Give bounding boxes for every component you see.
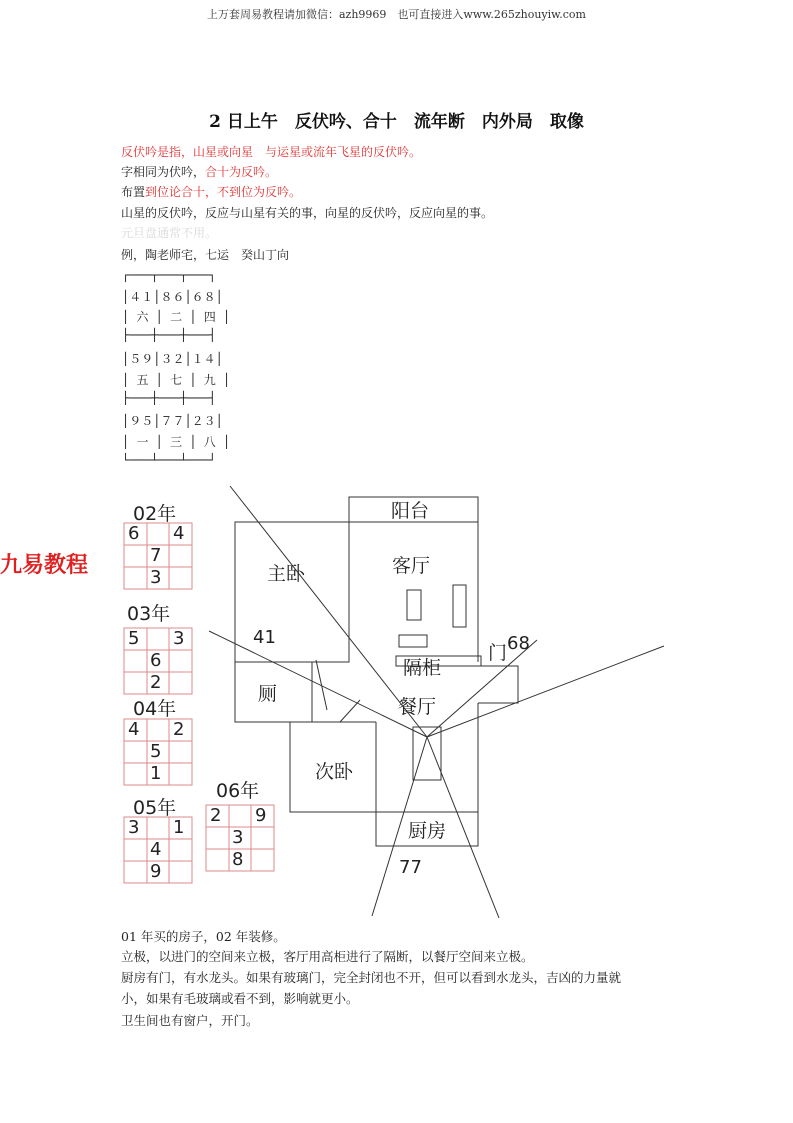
year-05-cell-tr: 1: [173, 817, 185, 838]
room-kitchen-label: 厨房: [408, 820, 447, 842]
year-05-cell-mid: 4: [150, 839, 162, 860]
star-41-label: 41: [253, 627, 276, 648]
year-04-cell-tr: 2: [173, 719, 185, 740]
chart-sep-2: ├───┼───┼───┤: [122, 391, 216, 405]
chart-row2-palace: │ 五 │ 七 │ 九 │: [122, 373, 231, 387]
year-03-cell-bot: 2: [150, 672, 162, 693]
note-line-5: 卫生间也有窗户，开门。: [121, 1013, 259, 1028]
chart-sep-1: ├───┼───┼───┤: [122, 328, 216, 342]
intro-line-6: 例，陶老师宅，七运 癸山丁向: [121, 248, 290, 262]
year-02-cell-tl: 6: [128, 523, 140, 544]
year-05-label: 05年: [133, 797, 177, 819]
partition-label: 隔柜: [403, 657, 442, 679]
year-06-cell-mid: 3: [232, 827, 244, 848]
chart-top-border: ┌───┬───┬───┐: [122, 268, 216, 282]
year-04-cell-mid: 5: [150, 741, 162, 762]
year-04-cell-bot: 1: [150, 763, 162, 784]
year-06-label: 06年: [216, 780, 260, 802]
year-03-label: 03年: [127, 603, 171, 625]
room-master-label: 主卧: [267, 563, 306, 585]
year-05-cell-tl: 3: [128, 817, 140, 838]
chart-bottom-border: └───┴───┴───┘: [122, 453, 216, 467]
intro-line-3-b: 到位论合十，不到位为反吟。: [145, 185, 302, 199]
intro-line-2-b: 合十为反吟。: [205, 165, 278, 179]
intro-line-1: 反伏吟是指，山星或向星 与运星或流年飞星的反伏吟。: [121, 145, 422, 159]
chart-row1-palace: │ 六 │ 二 │ 四 │: [122, 310, 231, 324]
note-line-4: 小，如果有毛玻璃或看不到，影响就更小。: [121, 991, 359, 1006]
page-header: 上万套周易教程请加微信：azh9969 也可直接进入www.265zhouyiw.com: [206, 8, 586, 21]
intro-line-5: 元旦盘通常不用。: [121, 226, 218, 240]
year-03-cell-tl: 5: [128, 628, 140, 649]
intro-line-3-a: 布置: [121, 185, 146, 199]
year-05-cell-bot: 9: [150, 861, 162, 882]
note-line-2: 立极，以进门的空间来立极，客厅用高柜进行了隔断，以餐厅空间来立极。: [121, 949, 534, 964]
page-title: 2 日上午 反伏吟、合十 流年断 内外局 取像: [209, 112, 584, 132]
year-06-cell-bot: 8: [232, 849, 244, 870]
intro-line-4: 山星的反伏吟，反应与山星有关的事，向星的反伏吟，反应向星的事。: [121, 206, 494, 220]
chart-row2-stars: │５９│３２│１４│: [122, 352, 223, 366]
year-04-label: 04年: [133, 698, 177, 720]
year-03-cell-tr: 3: [173, 628, 185, 649]
watermark: 九易教程: [0, 553, 89, 578]
room-living-label: 客厅: [392, 555, 431, 577]
room-toilet-label: 厕: [258, 683, 278, 705]
chart-row3-stars: │９５│７７│２３│: [122, 414, 223, 428]
year-02-cell-bot: 3: [150, 567, 162, 588]
star-77-label: 77: [399, 857, 422, 878]
room-balcony-label: 阳台: [391, 500, 430, 522]
year-02-label: 02年: [133, 503, 177, 525]
year-02-cell-tr: 4: [173, 523, 185, 544]
year-06-cell-tl: 2: [210, 805, 222, 826]
room-second-label: 次卧: [315, 761, 354, 783]
chart-row3-palace: │ 一 │ 三 │ 八 │: [122, 435, 231, 449]
note-line-1: 01 年买的房子，02 年装修。: [121, 929, 286, 944]
door-label: 门: [488, 642, 508, 664]
intro-line-2-a: 字相同为伏吟，: [121, 165, 206, 179]
year-03-cell-mid: 6: [150, 650, 162, 671]
note-line-3: 厨房有门，有水龙头。如果有玻璃门，完全封闭也不开，但可以看到水龙头，吉凶的力量就: [121, 970, 622, 985]
star-68-label: 68: [507, 633, 530, 654]
year-06-cell-tr: 9: [255, 805, 267, 826]
year-02-cell-mid: 7: [150, 545, 162, 566]
chart-row1-stars: │４１│８６│６８│: [122, 290, 223, 304]
room-dining-label: 餐厅: [398, 696, 437, 718]
year-04-cell-tl: 4: [128, 719, 140, 740]
